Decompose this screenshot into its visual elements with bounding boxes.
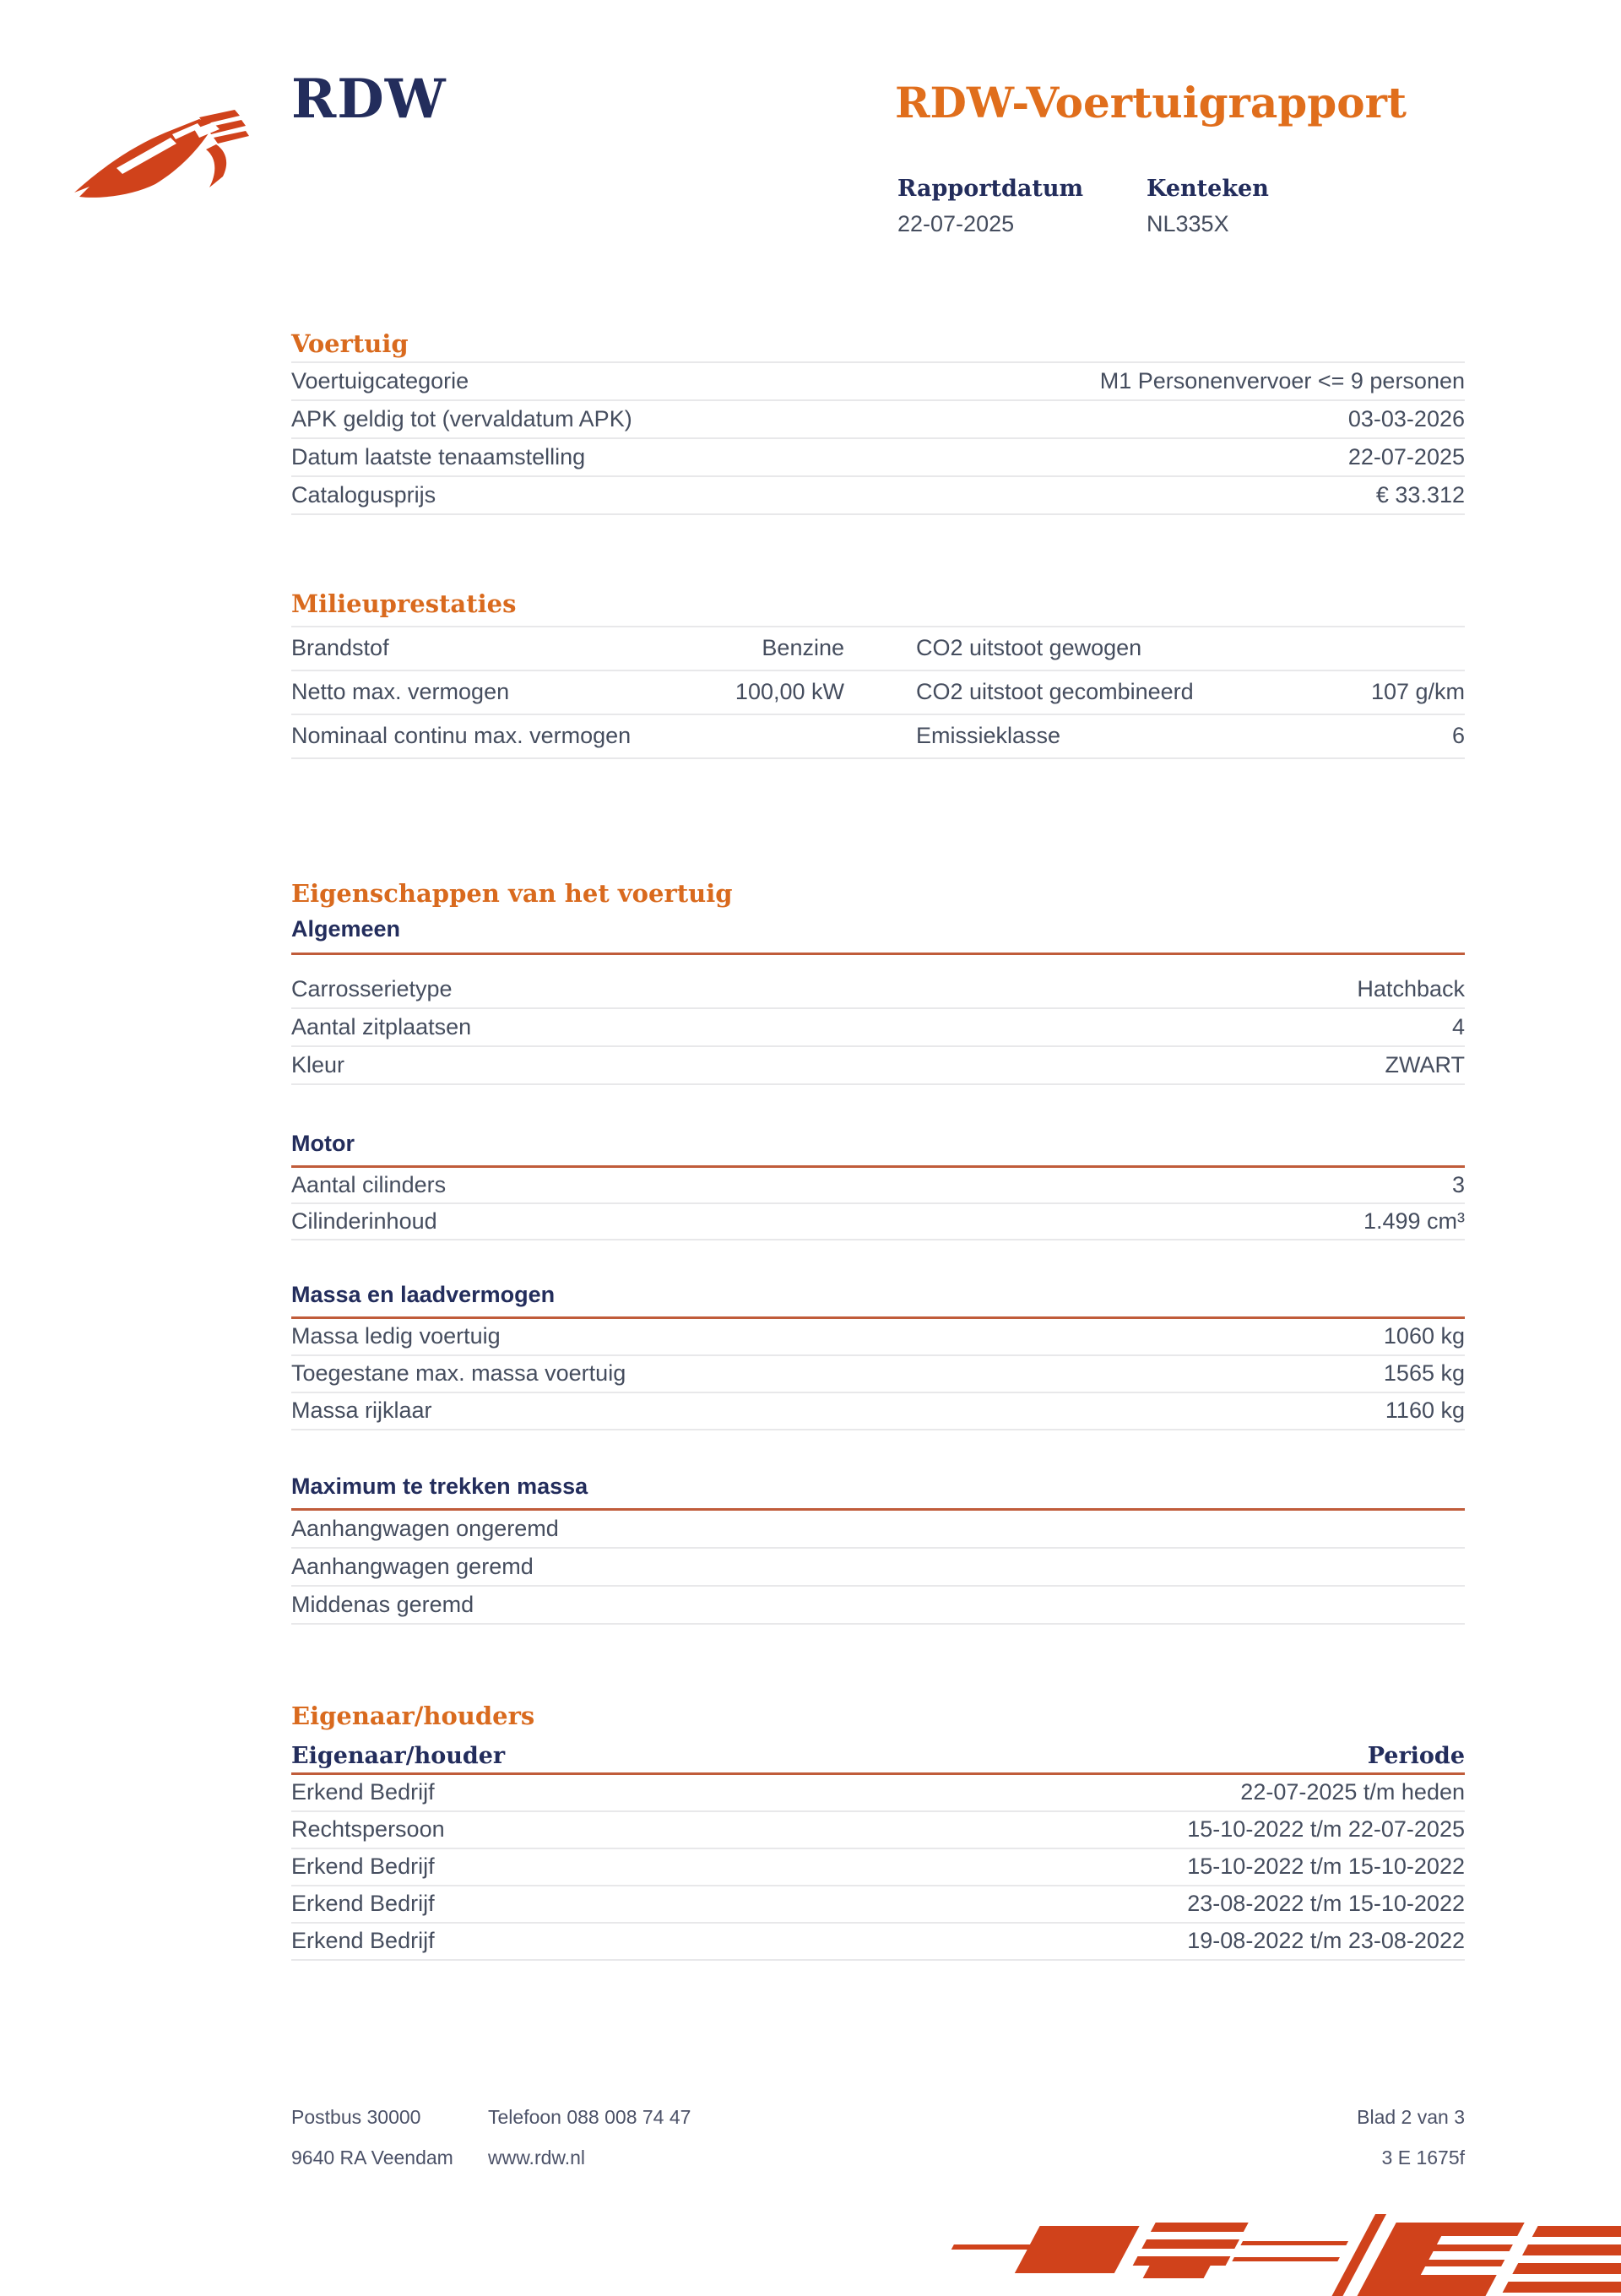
period-cell: 15-10-2022 t/m 15-10-2022: [1187, 1854, 1465, 1880]
period-cell: 22-07-2025 t/m heden: [1240, 1779, 1465, 1805]
row-label: Nominaal continu max. vermogen: [291, 723, 632, 749]
report-date-value: 22-07-2025: [897, 211, 1015, 236]
subsection-heading-massa: Massa en laadvermogen: [291, 1282, 556, 1307]
massa-table: [291, 1319, 1465, 1430]
footer-website: www.rdw.nl: [488, 2147, 586, 2168]
section-heading-milieuprestaties: Milieuprestaties: [291, 589, 517, 618]
row-label: Aantal cilinders: [291, 1171, 447, 1197]
table-row: [291, 1849, 1465, 1886]
table-row: [291, 439, 1465, 477]
footer-form-code: 3 E 1675f: [1381, 2147, 1465, 2168]
subsection-heading-algemeen: Algemeen: [291, 916, 401, 942]
row-label: Kleur: [291, 1051, 345, 1077]
license-plate-label: Kenteken: [1147, 176, 1269, 202]
row-label: Middenas geremd: [291, 1591, 474, 1617]
owner-cell: Rechtspersoon: [291, 1816, 445, 1843]
table-row: [291, 1319, 1465, 1356]
row-value: 6: [1451, 723, 1465, 749]
row-label: Voertuigcategorie: [291, 367, 469, 394]
row-label: Catalogusprijs: [291, 481, 436, 508]
row-value: 1160 kg: [1385, 1398, 1465, 1424]
table-row: [291, 477, 1465, 515]
page-title: RDW-Voertuigrapport: [895, 78, 1407, 128]
row-value: 22-07-2025: [1347, 443, 1465, 470]
subsection-heading-trekken: Maximum te trekken massa: [291, 1474, 588, 1499]
period-cell: 19-08-2022 t/m 23-08-2022: [1187, 1928, 1465, 1954]
subsection-heading-motor: Motor: [291, 1131, 355, 1156]
row-label: Netto max. vermogen: [291, 679, 510, 705]
row-label: CO2 uitstoot gecombineerd: [916, 679, 1194, 705]
table-row: [291, 671, 1465, 715]
footer-stripes-graphic: [933, 2189, 1621, 2296]
table-row: [291, 1549, 1465, 1587]
table-row: [291, 1047, 1465, 1085]
table-row: [291, 1511, 1465, 1549]
row-label: Massa ledig voertuig: [291, 1323, 501, 1349]
table-row: [291, 1168, 1465, 1204]
row-label: Brandstof: [291, 635, 389, 661]
row-value: Hatchback: [1357, 975, 1465, 1001]
row-label: Datum laatste tenaamstelling: [291, 443, 586, 470]
table-row: [291, 1393, 1465, 1430]
row-value: 1.499 cm³: [1363, 1208, 1465, 1234]
table-row: [291, 1009, 1465, 1047]
row-value: 1060 kg: [1383, 1323, 1465, 1349]
section-heading-eigenschappen: Eigenschappen van het voertuig: [291, 879, 733, 908]
table-row: [291, 1886, 1465, 1924]
row-value: 100,00 kW: [735, 679, 844, 705]
row-value: € 33.312: [1375, 481, 1465, 508]
row-label: Aanhangwagen geremd: [291, 1553, 534, 1579]
row-label: Carrosserietype: [291, 975, 453, 1001]
owner-cell: Erkend Bedrijf: [291, 1928, 435, 1954]
algemeen-table: [291, 971, 1465, 1085]
row-value: ZWART: [1385, 1051, 1465, 1077]
license-plate-value: NL335X: [1147, 211, 1229, 236]
table-row: [291, 971, 1465, 1009]
row-value: 4: [1451, 1013, 1465, 1039]
rdw-feather-logo-icon: [71, 106, 261, 203]
eigenaar-table: [291, 1775, 1465, 1961]
row-label: Cilinderinhoud: [291, 1208, 437, 1234]
section-heading-voertuig: Voertuig: [291, 329, 409, 358]
table-row: [291, 1587, 1465, 1625]
row-label: CO2 uitstoot gewogen: [916, 635, 1142, 661]
row-value: 3: [1451, 1171, 1465, 1197]
row-label: Massa rijklaar: [291, 1398, 432, 1424]
motor-table: [291, 1168, 1465, 1240]
period-cell: 23-08-2022 t/m 15-10-2022: [1187, 1891, 1465, 1917]
row-value: 107 g/km: [1370, 679, 1465, 705]
report-date-label: Rapportdatum: [897, 176, 1084, 202]
row-value: M1 Personenvervoer <= 9 personen: [1099, 367, 1465, 394]
footer-postbus: Postbus 30000: [291, 2106, 421, 2128]
table-row: [291, 363, 1465, 401]
owner-cell: Erkend Bedrijf: [291, 1891, 435, 1917]
table-row: [291, 1812, 1465, 1849]
footer-city: 9640 RA Veendam: [291, 2147, 453, 2168]
table-row: [291, 1356, 1465, 1393]
row-label: Toegestane max. massa voertuig: [291, 1360, 626, 1387]
table-row: [291, 1204, 1465, 1240]
rdw-wordmark: RDW: [291, 68, 447, 131]
row-label: Aanhangwagen ongeremd: [291, 1515, 559, 1541]
table-row: [291, 1924, 1465, 1961]
owner-cell: Erkend Bedrijf: [291, 1779, 435, 1805]
orange-rule: [291, 953, 1465, 955]
footer-phone: Telefoon 088 008 74 47: [488, 2106, 691, 2128]
trekken-table: [291, 1511, 1465, 1625]
column-header-owner: Eigenaar/houder: [291, 1743, 506, 1770]
row-label: Emissieklasse: [916, 723, 1061, 749]
row-value: 1565 kg: [1383, 1360, 1465, 1387]
table-row: [291, 401, 1465, 439]
column-header-period: Periode: [1367, 1743, 1465, 1770]
row-value: Benzine: [762, 635, 844, 661]
row-label: Aantal zitplaatsen: [291, 1013, 472, 1039]
milieu-table: [291, 626, 1465, 759]
section-heading-eigenaar: Eigenaar/houders: [291, 1702, 535, 1730]
row-value: 03-03-2026: [1347, 405, 1465, 432]
owner-cell: Erkend Bedrijf: [291, 1854, 435, 1880]
table-row: [291, 627, 1465, 671]
voertuig-table: [291, 361, 1465, 515]
table-row: [291, 715, 1465, 759]
footer-page-indicator: Blad 2 van 3: [1357, 2106, 1465, 2128]
table-row: [291, 1775, 1465, 1812]
eigenaar-table-header: [291, 1740, 1465, 1772]
period-cell: 15-10-2022 t/m 22-07-2025: [1187, 1816, 1465, 1843]
row-label: APK geldig tot (vervaldatum APK): [291, 405, 632, 432]
